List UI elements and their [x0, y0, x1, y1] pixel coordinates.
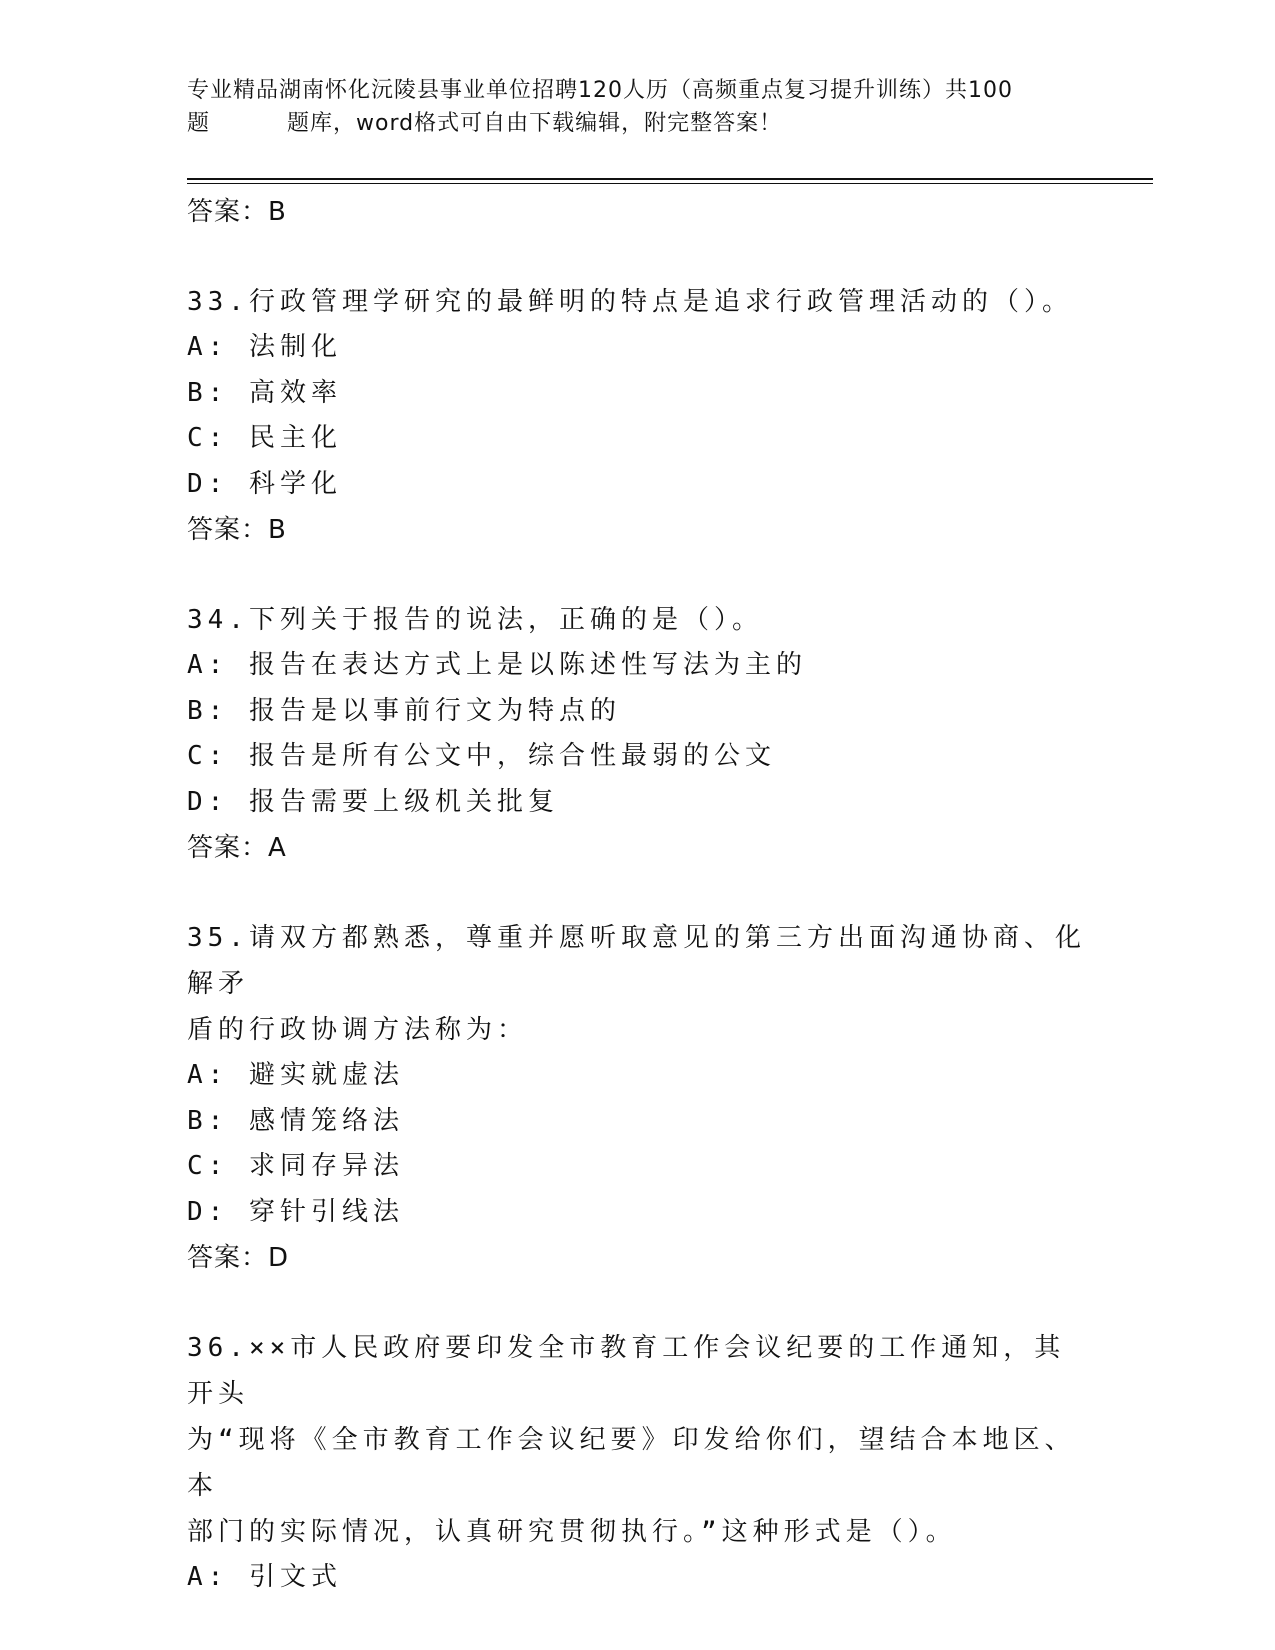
spacer: [187, 871, 1087, 915]
question-text: 35.请双方都熟悉，尊重并愿听取意见的第三方出面沟通协商、化解矛: [187, 923, 1086, 999]
answer-line: 答案：D: [187, 1243, 290, 1273]
question-text: 盾的行政协调方法称为：: [187, 1015, 529, 1045]
answer-line: 答案：B: [187, 515, 287, 545]
header-title-line2: [187, 107, 1087, 140]
option-line: B: 报告是以事前行文为特点的: [187, 695, 621, 726]
question-text: 36.××市人民政府要印发全市教育工作会议纪要的工作通知，其开头: [187, 1333, 1066, 1409]
spacer: [187, 553, 1087, 597]
option-line: C: 民主化: [187, 423, 342, 453]
option-line: A: 法制化: [187, 332, 342, 362]
answer-line: 答案：B: [187, 197, 287, 227]
option-line: B: 高效率: [187, 377, 342, 408]
header-title-line1: 专业精品湖南怀化沅陵县事业单位招聘120人历（高频重点复习提升训练）共100: [187, 78, 1013, 103]
option-line: B: 感情笼络法: [187, 1105, 404, 1136]
header-rule-thick: [187, 178, 1153, 180]
header-title-line2-left: 题: [187, 111, 211, 136]
question-content: [187, 189, 1087, 1601]
option-line: A: 避实就虚法: [187, 1060, 404, 1090]
question-text: 为“现将《全市教育工作会议纪要》印发给你们，望结合本地区、本: [187, 1425, 1076, 1501]
question-text: 部门的实际情况，认真研究贯彻执行。”这种形式是（）。: [187, 1517, 957, 1547]
question-text: 33.行政管理学研究的最鲜明的特点是追求行政管理活动的（）。: [187, 287, 1073, 317]
option-line: C: 报告是所有公文中，综合性最弱的公文: [187, 741, 776, 771]
spacer: [187, 1281, 1087, 1325]
option-line: A: 报告在表达方式上是以陈述性写法为主的: [187, 650, 807, 680]
option-line: D: 科学化: [187, 468, 342, 499]
option-line: D: 报告需要上级机关批复: [187, 786, 559, 817]
answer-line: 答案：A: [187, 833, 287, 863]
header-rule-thin: [187, 183, 1153, 184]
option-line: D: 穿针引线法: [187, 1196, 404, 1227]
option-line: C: 求同存异法: [187, 1151, 404, 1181]
header-title-line2-right: 题库，word格式可自由下载编辑，附完整答案！: [287, 111, 783, 136]
spacer: [187, 235, 1087, 279]
option-line: A: 引文式: [187, 1562, 342, 1592]
question-text: 34.下列关于报告的说法，正确的是（）。: [187, 605, 763, 635]
page-header: [187, 74, 1087, 140]
